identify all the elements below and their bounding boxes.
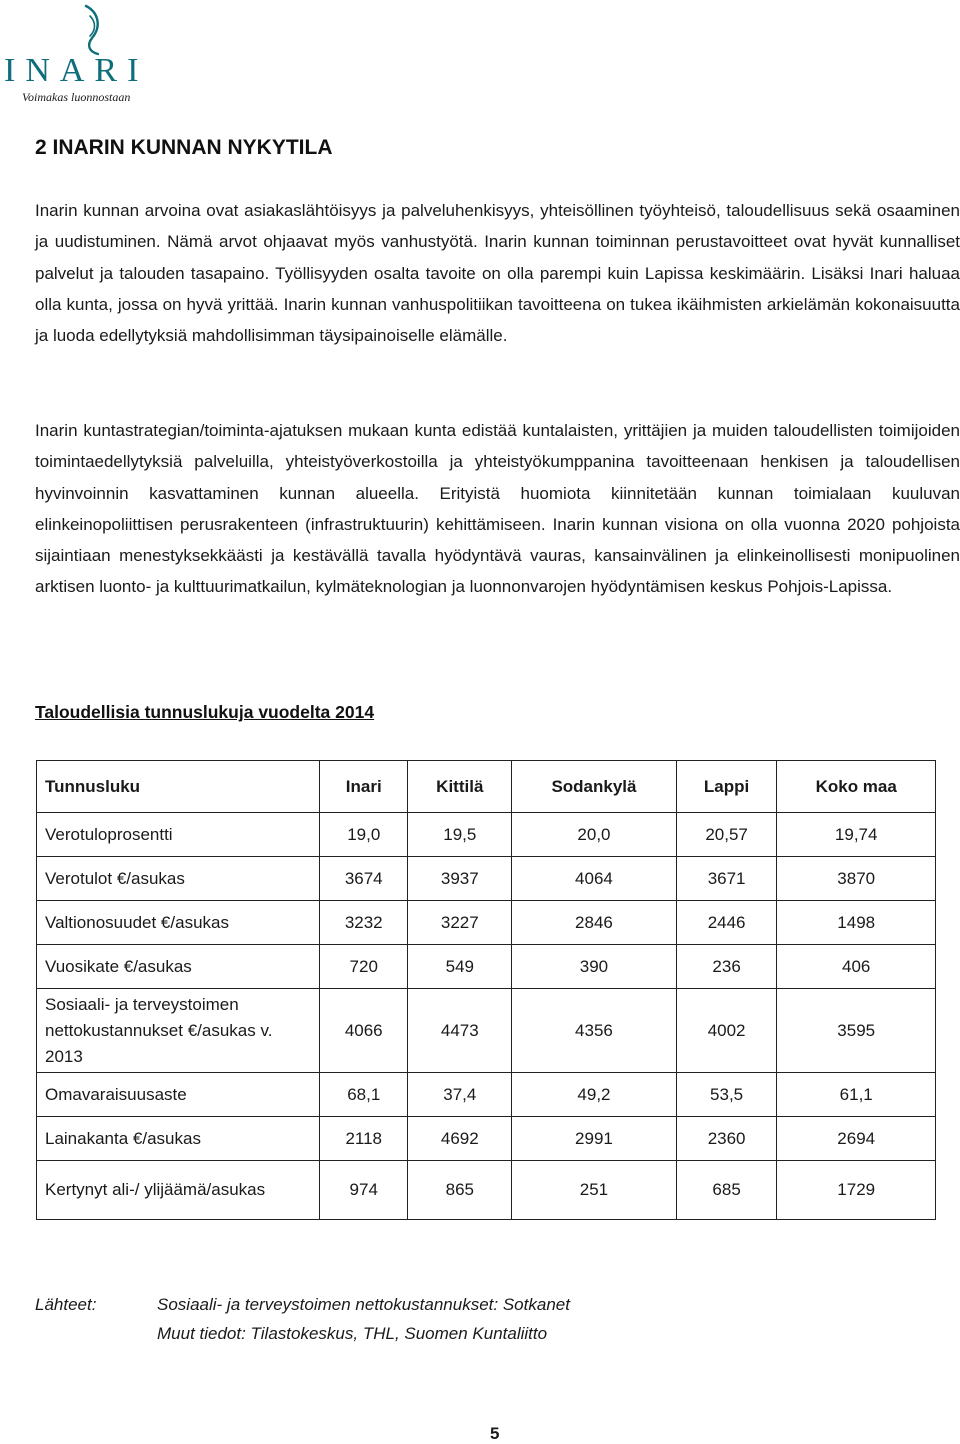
table-cell: 61,1 <box>777 1073 936 1117</box>
header-cell: Koko maa <box>777 761 936 813</box>
table-cell: 3937 <box>408 857 512 901</box>
source-line: Sosiaali- ja terveystoimen nettokustannukset: Sotkanet <box>157 1295 570 1314</box>
table-cell: 2846 <box>512 901 677 945</box>
table-cell: 4002 <box>676 989 777 1073</box>
table-cell: 68,1 <box>320 1073 408 1117</box>
table-cell: 251 <box>512 1161 677 1220</box>
row-label: Verotuloprosentti <box>37 813 320 857</box>
table-title: Taloudellisia tunnuslukuja vuodelta 2014 <box>35 702 375 722</box>
table-row <box>37 813 936 857</box>
table-cell: 685 <box>676 1161 777 1220</box>
row-label: Verotulot €/asukas <box>37 857 320 901</box>
sources-label: Lähteet: <box>35 1295 97 1314</box>
header-cell: Kittilä <box>408 761 512 813</box>
table-cell: 4473 <box>408 989 512 1073</box>
logo-wordmark: INARI <box>4 52 149 89</box>
table-cell: 974 <box>320 1161 408 1220</box>
table-cell: 19,5 <box>408 813 512 857</box>
row-label: Sosiaali- ja terveystoimen nettokustannukset €/asukas v. 2013 <box>37 989 320 1073</box>
paragraph-values: Inarin kunnan arvoina ovat asiakaslähtöisyys ja palveluhenkisyys, yhteisöllinen työyhteisö, taloudellisuus sekä osaaminen ja uudistuminen. Nämä arvot ohjaavat myös vanhustyötä. Inarin kunnan toiminnan perustavoitteet ovat hyvät kunnalliset palvelut ja talouden tasapaino. Työllisyyden osalta tavoite on olla parempi kuin Lapissa keskimäärin. Lisäksi Inari haluaa olla kunta, jossa on hyvä yrittää. Inarin kunnan vanhuspolitiikan tavoitteena on tukea ikäihmisten arkielämän kokonaisuutta ja luoda edellytyksiä mahdollisimman täysipainoiselle elämälle. <box>35 201 960 346</box>
table-cell: 720 <box>320 945 408 989</box>
table-cell: 549 <box>408 945 512 989</box>
row-label: Kertynyt ali-/ ylijäämä/asukas <box>37 1161 320 1220</box>
table-row <box>37 857 936 901</box>
table-cell: 390 <box>512 945 677 989</box>
inari-logo <box>4 4 176 104</box>
table-row <box>37 945 936 989</box>
row-label: Lainakanta €/asukas <box>37 1117 320 1161</box>
table-cell: 4356 <box>512 989 677 1073</box>
row-label: Omavaraisuusaste <box>37 1073 320 1117</box>
table-cell: 19,0 <box>320 813 408 857</box>
table-cell: 865 <box>408 1161 512 1220</box>
table-cell: 2446 <box>676 901 777 945</box>
table-cell: 3870 <box>777 857 936 901</box>
table-cell: 49,2 <box>512 1073 677 1117</box>
table-cell: 3232 <box>320 901 408 945</box>
table-cell: 4066 <box>320 989 408 1073</box>
table-cell: 3595 <box>777 989 936 1073</box>
table-cell: 19,74 <box>777 813 936 857</box>
table-row <box>37 1073 936 1117</box>
table-cell: 236 <box>676 945 777 989</box>
table-cell: 20,57 <box>676 813 777 857</box>
table-row <box>37 901 936 945</box>
table-cell: 3227 <box>408 901 512 945</box>
table-cell: 406 <box>777 945 936 989</box>
table-cell: 1729 <box>777 1161 936 1220</box>
table-cell: 2991 <box>512 1117 677 1161</box>
table-cell: 2694 <box>777 1117 936 1161</box>
table-cell: 2360 <box>676 1117 777 1161</box>
table-cell: 53,5 <box>676 1073 777 1117</box>
financial-indicators-table <box>36 760 936 1220</box>
table-cell: 3671 <box>676 857 777 901</box>
table-cell: 20,0 <box>512 813 677 857</box>
table-row <box>37 1117 936 1161</box>
logo-tagline: Voimakas luonnostaan <box>22 90 131 104</box>
table-cell: 37,4 <box>408 1073 512 1117</box>
header-cell: Inari <box>320 761 408 813</box>
table-row <box>37 1161 936 1220</box>
logo-swirl-icon <box>72 4 116 56</box>
table-cell: 1498 <box>777 901 936 945</box>
table-row <box>37 989 936 1073</box>
paragraph-strategy: Inarin kuntastrategian/toiminta-ajatuksen mukaan kunta edistää kuntalaisten, yrittäjien ja muiden taloudellisten toimijoiden toimintaedellytyksiä palveluilla, yhteistyöverkostoilla ja yhteistyökumppanina tavoitteenaan henkisen ja taloudellisen hyvinvoinnin kasvattaminen kunnan alueella. Erityistä huomiota kiinnitetään kunnan toimialaan kuuluvan elinkeinopoliittisen perusrakenteen (infrastruktuurin) kehittämiseen. Inarin kunnan visiona on olla vuonna 2020 pohjoista sijaintiaan menestyksekkäästi ja kestävällä tavalla hyödyntävä vauras, kansainvälinen ja elinkeinollisesti monipuolinen arktisen luonto- ja kulttuurimatkailun, kylmäteknologian ja luonnonvarojen hyödyntämisen keskus Pohjois-Lapissa. <box>35 421 960 597</box>
table-cell: 4692 <box>408 1117 512 1161</box>
table-cell: 2118 <box>320 1117 408 1161</box>
source-line: Muut tiedot: Tilastokeskus, THL, Suomen Kuntaliitto <box>157 1324 548 1343</box>
header-cell: Tunnusluku <box>37 761 320 813</box>
row-label: Valtionosuudet €/asukas <box>37 901 320 945</box>
table-header-row <box>37 761 936 813</box>
row-label: Vuosikate €/asukas <box>37 945 320 989</box>
table-cell: 3674 <box>320 857 408 901</box>
page-number: 5 <box>490 1424 500 1443</box>
header-cell: Lappi <box>676 761 777 813</box>
table-cell: 4064 <box>512 857 677 901</box>
section-heading: 2 INARIN KUNNAN NYKYTILA <box>35 136 333 159</box>
header-cell: Sodankylä <box>512 761 677 813</box>
